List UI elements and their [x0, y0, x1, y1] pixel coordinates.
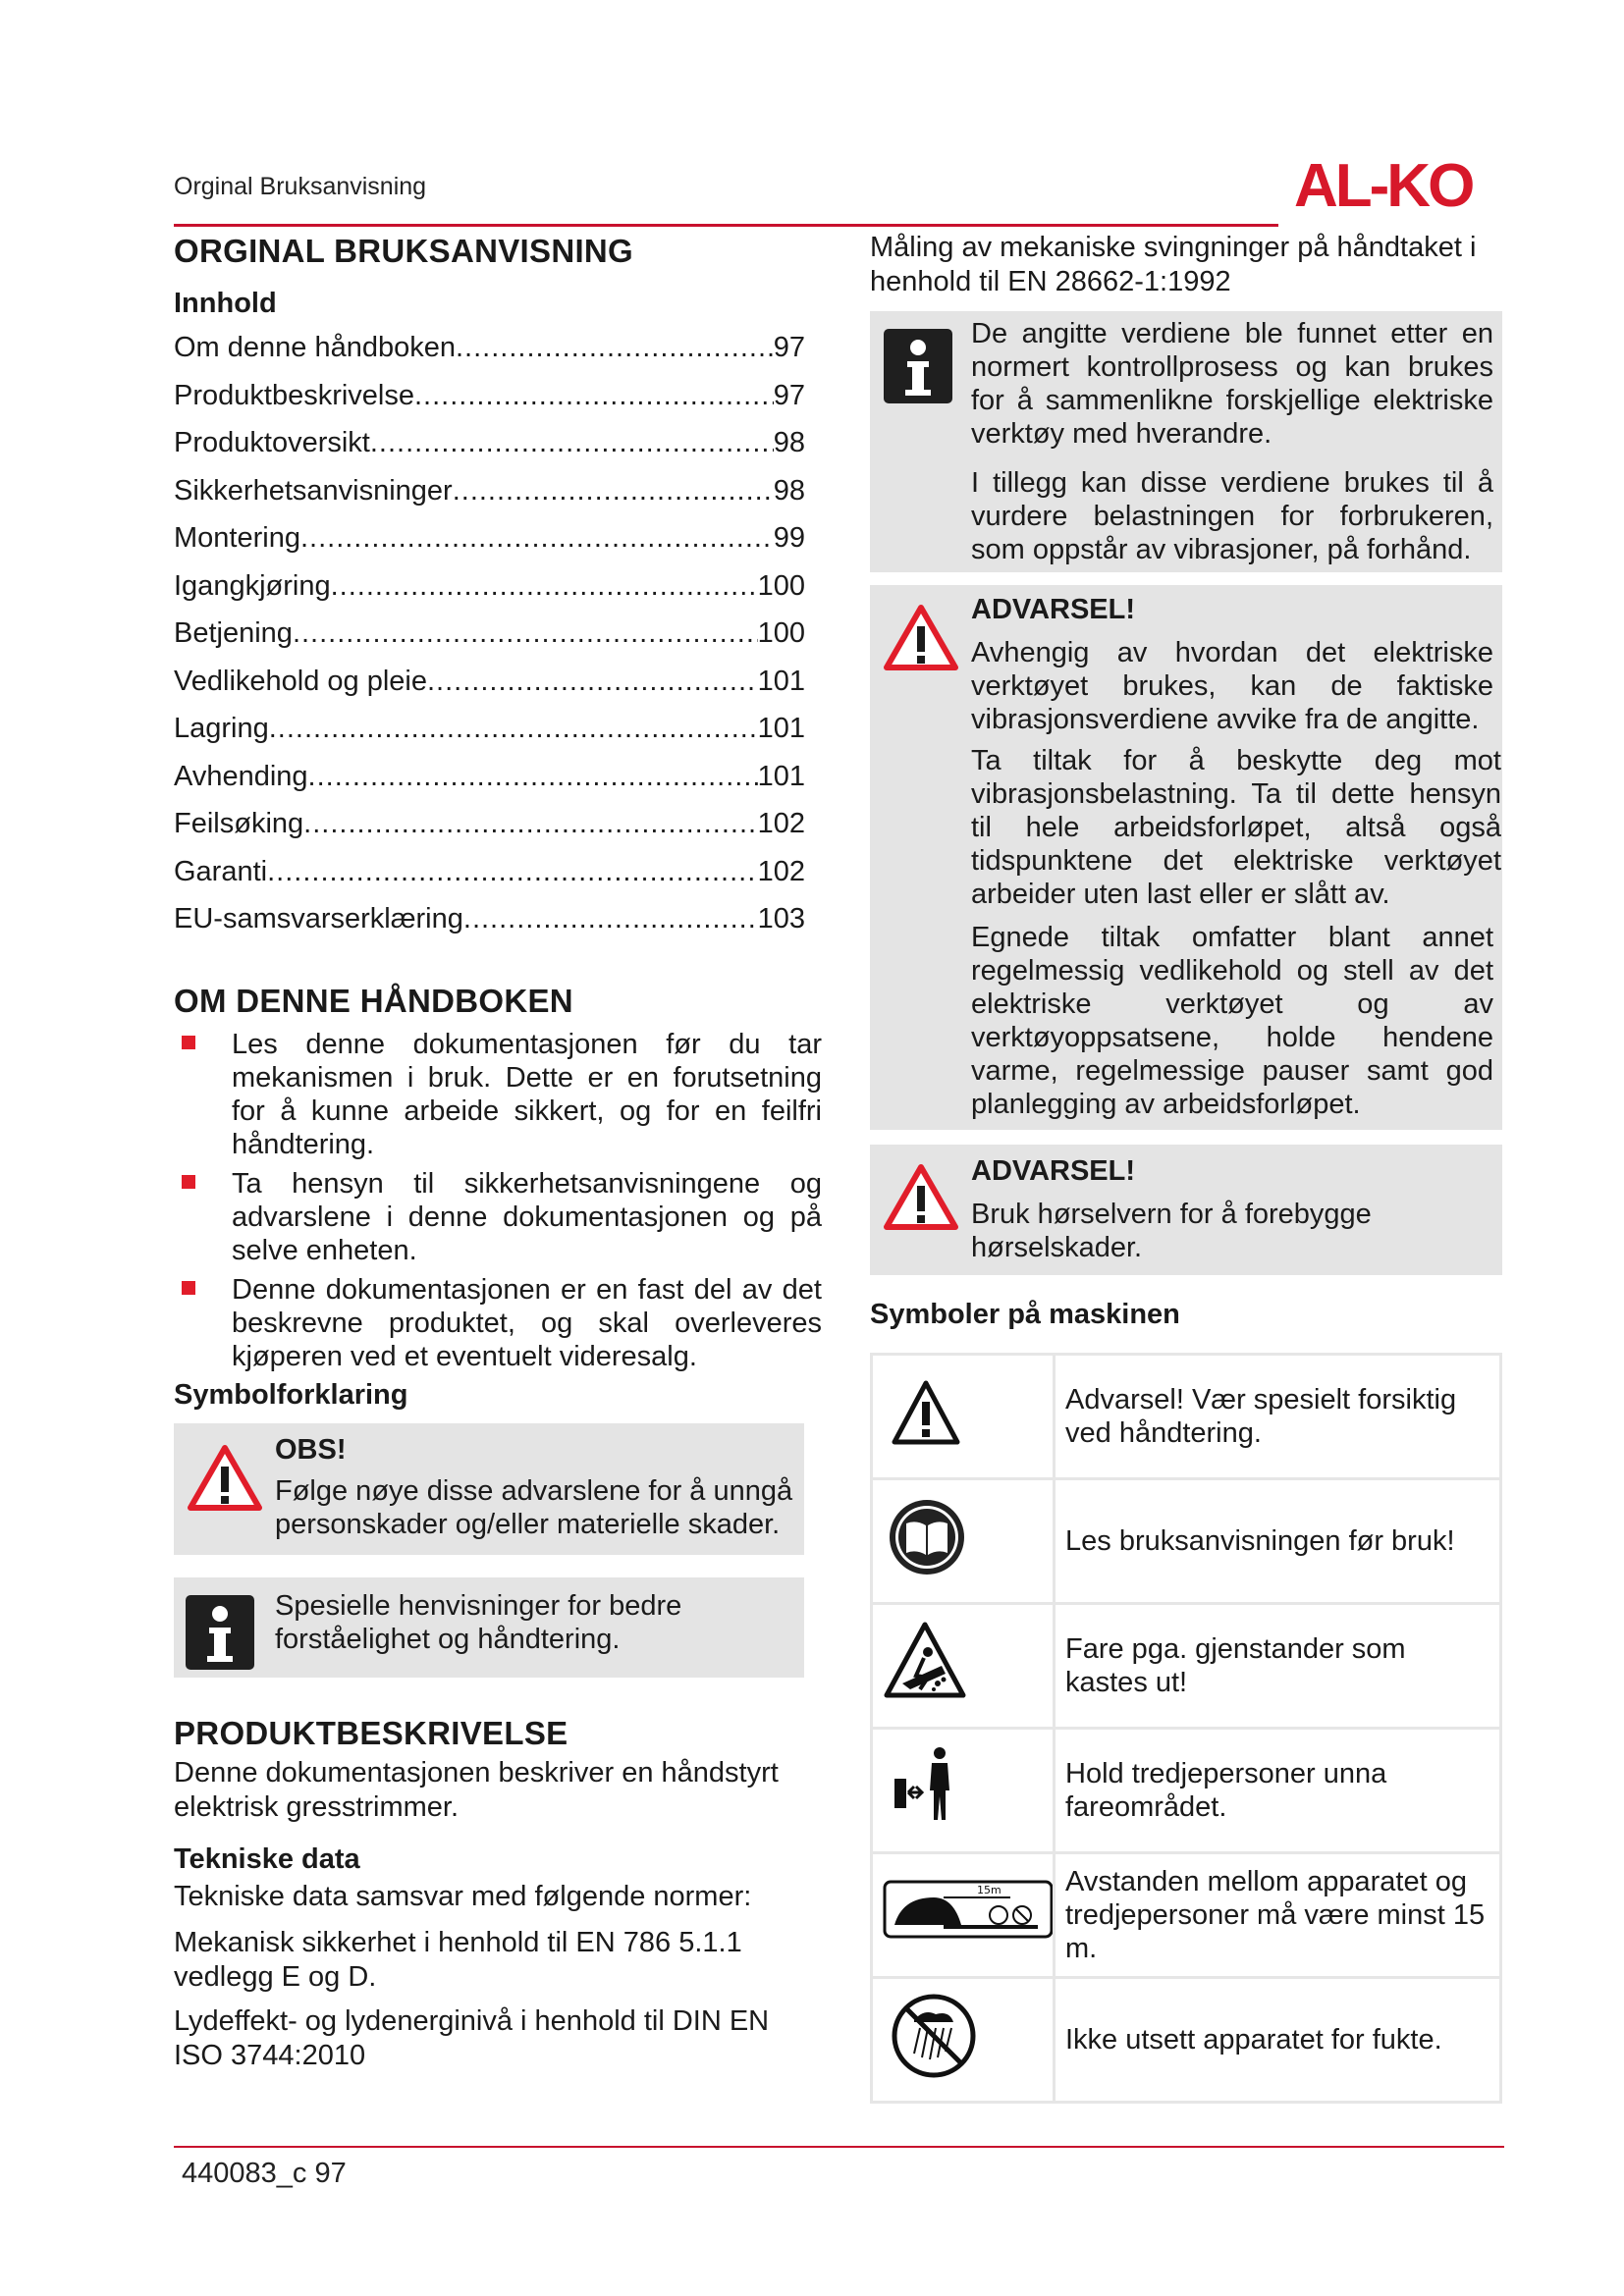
hearing-warning-box	[870, 1145, 1502, 1275]
page-title: ORGINAL BRUKSANVISNING	[174, 233, 634, 269]
warning-paragraph: Ta tiltak for å beskytte deg mot vibrasjonsbelastning. Ta til dette hensyn til hele arbeidsforløpet, altså også tidspunktene det elektriske verktøyet arbeider uten last eller er slått av.	[971, 745, 1501, 910]
about-bullet-list	[174, 1028, 822, 1373]
warning-triangle-icon	[873, 1356, 1053, 1469]
bullet-square-icon	[182, 1036, 195, 1049]
toc-leader	[463, 895, 758, 943]
warning-paragraph: Avhengig av hvordan det elektriske verktøyet brukes, kan de faktiske vibrasjonsverdiene avvike fra de angitte.	[971, 637, 1493, 735]
toc-entry	[174, 848, 805, 896]
table-row	[872, 1978, 1501, 2103]
toc-entry	[174, 324, 805, 372]
vibration-info-box	[870, 311, 1502, 572]
product-text: Denne dokumentasjonen beskriver en håndstyrt elektrisk gresstrimmer.	[174, 1756, 779, 1823]
toc-page: 102	[757, 808, 805, 839]
toc-entry	[174, 419, 805, 467]
toc-entry	[174, 562, 805, 611]
toc-leader	[427, 658, 758, 706]
toc-entry	[174, 372, 805, 420]
table-row	[872, 1604, 1501, 1729]
svg-text:AL-KO: AL-KO	[1294, 155, 1473, 214]
bullet-text: Denne dokumentasjonen er en fast del av det beskrevne produktet, og skal overleveres kjøperen ved et eventuelt videresalg.	[232, 1273, 822, 1372]
info-icon	[884, 329, 952, 403]
warning-triangle-icon	[883, 1162, 959, 1231]
list-item	[174, 1167, 822, 1267]
table-row	[872, 1853, 1501, 1978]
toc-entry	[174, 705, 805, 753]
toc-label: Produktoversikt	[174, 427, 370, 458]
toc-leader	[303, 800, 757, 848]
symbol-heading: Symbolforklaring	[174, 1378, 408, 1411]
bullet-square-icon	[182, 1175, 195, 1189]
warning-triangle-icon	[883, 603, 959, 671]
toc-leader	[331, 562, 758, 611]
info-text: Spesielle henvisninger for bedre forståelighet og håndtering.	[275, 1589, 682, 1655]
toc-entry	[174, 895, 805, 943]
toc-label: Produktbeskrivelse	[174, 379, 414, 411]
header-title: Orginal Bruksanvisning	[174, 173, 427, 200]
bullet-text: Les denne dokumentasjonen før du tar mekanismen i bruk. Dette er en forutsetning for å kunne arbeide sikkert, og for en feilfri håndtering.	[232, 1028, 822, 1160]
footer-page-ref: 440083_c 97	[182, 2158, 347, 2189]
toc-label: Om denne håndboken	[174, 332, 456, 363]
toc-page: 103	[757, 903, 805, 934]
product-heading: PRODUKTBESKRIVELSE	[174, 1714, 568, 1751]
toc-page: 101	[757, 713, 805, 744]
vibration-warning-box	[870, 585, 1502, 1130]
warning-triangle-icon	[187, 1443, 263, 1512]
left-column	[174, 231, 822, 2073]
symbol-description: Hold tredjepersoner unna fareområdet.	[1055, 1729, 1501, 1853]
toc-page: 98	[773, 427, 805, 458]
symbol-description: Avstanden mellom apparatet og tredjepersoner må være minst 15 m.	[1055, 1853, 1501, 1978]
bullet-text: Ta hensyn til sikkerhetsanvisningene og advarslene i denne dokumentasjonen og på selve enheten.	[232, 1167, 822, 1266]
toc-leader	[300, 514, 774, 562]
right-column	[870, 231, 1504, 2104]
symbols-heading: Symboler på maskinen	[870, 1299, 1180, 1330]
warning-paragraph: Egnede tiltak omfatter blant annet regelmessig vedlikehold og stell av det elektriske verktøyet og av verktøyoppsatsene, holde hendene varme, regelmessige pauser samt god planlegging av arbeidsforløpet.	[971, 922, 1493, 1120]
info-paragraph: De angitte verdiene ble funnet etter en normert kontrollprosess og kan brukes for å sammenlikne forskjellige elektriske verktøy med hverandre.	[971, 318, 1493, 450]
toc-leader	[414, 372, 774, 420]
toc-page: 97	[773, 379, 805, 411]
no-rain-icon	[873, 1979, 1053, 2093]
toc-label: Garanti	[174, 855, 268, 887]
toc-label: Sikkerhetsanvisninger	[174, 474, 453, 507]
toc-page: 98	[773, 474, 805, 507]
toc-page: 100	[757, 617, 805, 649]
toc-label: Betjening	[174, 617, 293, 649]
obs-box	[174, 1423, 804, 1555]
vibration-intro: Måling av mekaniske svingninger på håndtaket i henhold til EN 28662-1:1992	[870, 232, 1477, 297]
toc-label: Vedlikehold og pleie	[174, 665, 427, 697]
toc-label: EU-samsvarserklæring	[174, 903, 463, 934]
warning-title: ADVARSEL!	[971, 1155, 1136, 1187]
footer-divider	[174, 2146, 1504, 2148]
distance-15m-icon	[873, 1854, 1053, 1968]
info-paragraph: I tillegg kan disse verdiene brukes til å vurdere belastningen for forbrukeren, som oppstår av vibrasjoner, på forhånd.	[971, 467, 1493, 565]
warning-title: ADVARSEL!	[971, 594, 1136, 625]
table-row	[872, 1479, 1501, 1604]
svg-text:15m: 15m	[977, 1884, 1001, 1896]
symbol-description: Advarsel! Vær spesielt forsiktig ved håndtering.	[1055, 1355, 1501, 1479]
list-item	[174, 1028, 822, 1161]
toc-leader	[293, 610, 758, 658]
toc-leader	[267, 848, 758, 896]
info-box	[174, 1577, 804, 1678]
list-item	[174, 1273, 822, 1373]
info-icon	[186, 1595, 254, 1670]
toc-entry	[174, 514, 805, 562]
obs-title: OBS!	[275, 1433, 347, 1466]
toc-page: 101	[757, 665, 805, 697]
toc-entry	[174, 753, 805, 801]
toc-page: 101	[757, 760, 805, 792]
symbols-table	[870, 1353, 1502, 2104]
toc-page: 100	[757, 569, 805, 602]
toc-leader	[308, 753, 758, 801]
toc-title: Innhold	[174, 288, 277, 319]
alko-logo	[1294, 155, 1505, 214]
toc-label: Feilsøking	[174, 808, 304, 839]
header-divider	[174, 224, 1278, 227]
toc-leader	[453, 467, 774, 515]
symbol-description: Fare pga. gjenstander som kastes ut!	[1055, 1604, 1501, 1729]
toc-label: Avhending	[174, 760, 308, 792]
toc-entry	[174, 658, 805, 706]
bullet-square-icon	[182, 1281, 195, 1295]
table-row	[872, 1355, 1501, 1479]
toc-entry	[174, 610, 805, 658]
toc-page: 97	[773, 332, 805, 363]
about-heading: OM DENNE HÅNDBOKEN	[174, 982, 573, 1019]
toc-page: 99	[773, 522, 805, 554]
table-row	[872, 1729, 1501, 1853]
symbol-description: Les bruksanvisningen før bruk!	[1055, 1479, 1501, 1604]
table-of-contents	[174, 324, 822, 943]
toc-page: 102	[757, 855, 805, 887]
read-manual-icon	[873, 1480, 1053, 1594]
keep-bystanders-away-icon	[873, 1730, 1053, 1843]
tech-line: Tekniske data samsvar med følgende normer:	[174, 1880, 752, 1912]
tech-line: Lydeffekt- og lydenerginivå i henhold til DIN EN ISO 3744:2010	[174, 2004, 770, 2071]
obs-text: Følge nøye disse advarslene for å unngå personskader og/eller materielle skader.	[275, 1474, 793, 1540]
symbol-description: Ikke utsett apparatet for fukte.	[1055, 1978, 1501, 2103]
toc-entry	[174, 467, 805, 515]
thrown-objects-icon	[873, 1605, 1053, 1719]
toc-label: Montering	[174, 522, 300, 554]
toc-label: Lagring	[174, 713, 269, 744]
tech-heading: Tekniske data	[174, 1842, 360, 1875]
warning-text: Bruk hørselvern for å forebygge hørselskader.	[971, 1199, 1372, 1263]
toc-leader	[269, 705, 758, 753]
toc-leader	[456, 324, 774, 372]
toc-leader	[370, 419, 774, 467]
tech-line: Mekanisk sikkerhet i henhold til EN 786 5.1.1 vedlegg E og D.	[174, 1926, 742, 1993]
toc-entry	[174, 800, 805, 848]
toc-label: Igangkjøring	[174, 569, 331, 602]
